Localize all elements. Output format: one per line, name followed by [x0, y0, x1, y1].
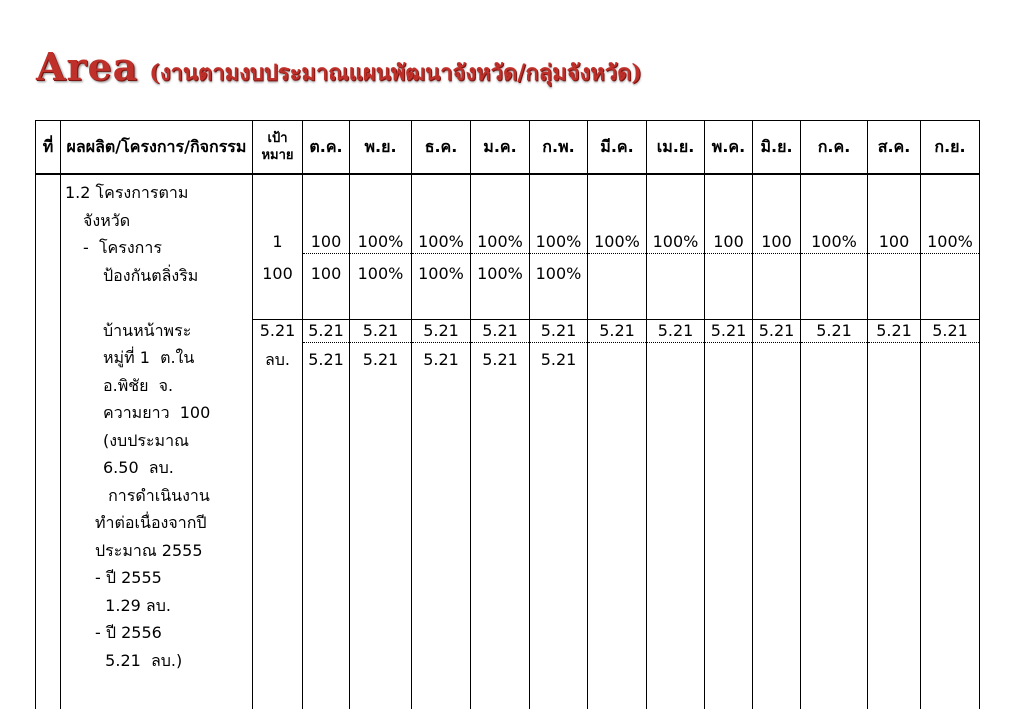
header-month: ส.ค. — [868, 121, 921, 175]
plan-value: 5.21 — [303, 319, 349, 343]
description-line: 1.2 โครงการตาม — [65, 183, 189, 202]
description-line: อ.พิชัย จ. — [103, 375, 174, 395]
result-value: 100% — [357, 264, 404, 283]
header-month: พ.ย. — [350, 121, 412, 175]
description-line: - โครงการ — [83, 238, 162, 257]
result-value — [801, 263, 867, 285]
title-subtitle: (งานตามงบประมาณแผนพัฒนาจังหวัด/กลุ่มจังหวัด) — [149, 60, 642, 86]
month-cell — [705, 174, 753, 709]
header-product: ผลผลิต/โครงการ/กิจกรรม — [61, 121, 253, 175]
header-month: พ.ค. — [705, 121, 753, 175]
result-value: 5.21 — [308, 350, 344, 369]
month-cell — [801, 174, 868, 709]
description-line — [65, 289, 252, 317]
cell-description — [61, 174, 253, 709]
result-value — [647, 349, 704, 371]
result-value: 100% — [477, 264, 523, 283]
plan-value: 5.21 — [921, 319, 979, 343]
result-value: 100% — [535, 264, 582, 283]
plan-value: 5.21 — [801, 319, 867, 343]
data-row — [36, 174, 980, 709]
result-value: 5.21 — [540, 350, 577, 369]
plan-value: 100% — [471, 231, 529, 254]
plan-value: 5.21 — [647, 319, 704, 343]
result-value: 5.21 — [423, 350, 459, 369]
result-value: 100 — [310, 264, 342, 283]
result-value — [801, 349, 867, 371]
target-value: ลบ. — [264, 350, 291, 369]
plan-value: 100% — [412, 231, 470, 254]
month-cell — [350, 174, 412, 709]
month-cell — [921, 174, 980, 709]
month-cell — [530, 174, 588, 709]
result-value — [588, 349, 646, 371]
cell-no — [36, 174, 61, 709]
plan-value: 100% — [801, 231, 867, 254]
description-line: 6.50 ลบ. — [103, 458, 174, 477]
header-month: มี.ค. — [588, 121, 647, 175]
description-line: 1.29 ลบ. — [95, 595, 171, 615]
month-cell — [303, 174, 350, 709]
plan-value: 100% — [350, 231, 411, 254]
plan-value: 5.21 — [412, 319, 470, 343]
header-target: เป้าหมาย — [253, 121, 303, 175]
description-line: ความยาว 100 — [103, 403, 211, 422]
page-title — [36, 44, 642, 94]
result-value — [705, 263, 752, 285]
description-line: (งบประมาณ — [103, 430, 189, 450]
plan-value: 100 — [303, 231, 349, 254]
result-value — [705, 349, 752, 371]
result-value: 100% — [418, 264, 464, 283]
description-line: 5.21 ลบ.) — [95, 650, 183, 670]
result-value: 5.21 — [362, 350, 399, 369]
header-month: ก.พ. — [530, 121, 588, 175]
description-line: บ้านหน้าพระ — [103, 320, 192, 340]
month-cell — [412, 174, 471, 709]
plan-value: 100 — [705, 231, 752, 254]
result-value — [753, 349, 800, 371]
month-cell — [647, 174, 705, 709]
plan-value: 5.21 — [350, 319, 411, 343]
header-row — [36, 121, 980, 175]
plan-value: 5.21 — [868, 319, 920, 343]
month-cell — [588, 174, 647, 709]
plan-value: 100% — [530, 231, 587, 254]
header-month: ม.ค. — [471, 121, 530, 175]
header-month: ก.ย. — [921, 121, 980, 175]
month-cell — [753, 174, 801, 709]
result-value — [868, 263, 920, 285]
plan-value: 5.21 — [753, 319, 800, 343]
plan-value: 5.21 — [471, 319, 529, 343]
result-value — [647, 263, 704, 285]
title-main: Area — [36, 44, 139, 89]
result-value — [868, 349, 920, 371]
header-month: ก.ค. — [801, 121, 868, 175]
description-line: หมู่ที่ 1 ต.ใน — [103, 348, 195, 367]
plan-value: 100 — [753, 231, 800, 254]
month-cell — [471, 174, 530, 709]
result-value: 5.21 — [482, 350, 518, 369]
plan-value: 5.21 — [588, 319, 646, 343]
result-value — [921, 263, 979, 285]
result-value — [921, 349, 979, 371]
plan-value: 100 — [868, 231, 920, 254]
plan-value: 5.21 — [530, 319, 587, 343]
target-value: 100 — [262, 264, 293, 283]
target-value: 1 — [272, 232, 283, 251]
plan-value: 100% — [921, 231, 979, 254]
header-month: มิ.ย. — [753, 121, 801, 175]
description-line: - ปี 2556 — [95, 623, 162, 642]
plan-value: 100% — [588, 231, 646, 254]
result-value — [588, 263, 646, 285]
description-line: การดำเนินงาน — [103, 485, 210, 505]
description-line: จังหวัด — [83, 210, 131, 230]
target-value: 5.21 — [253, 319, 302, 342]
result-value — [753, 263, 800, 285]
description-line: ทำต่อเนื่องจากปี — [95, 513, 207, 532]
description-line: ประมาณ 2555 — [95, 540, 203, 560]
month-cell — [868, 174, 921, 709]
cell-target — [253, 174, 303, 709]
header-month: ต.ค. — [303, 121, 350, 175]
header-month: เม.ย. — [647, 121, 705, 175]
header-no: ที่ — [36, 121, 61, 175]
header-month: ธ.ค. — [412, 121, 471, 175]
plan-value: 100% — [647, 231, 704, 254]
description-line: - ปี 2555 — [95, 568, 162, 587]
plan-value: 5.21 — [705, 319, 752, 343]
progress-table — [35, 120, 980, 709]
description-line: ป้องกันตลิ่งริม — [103, 265, 199, 285]
